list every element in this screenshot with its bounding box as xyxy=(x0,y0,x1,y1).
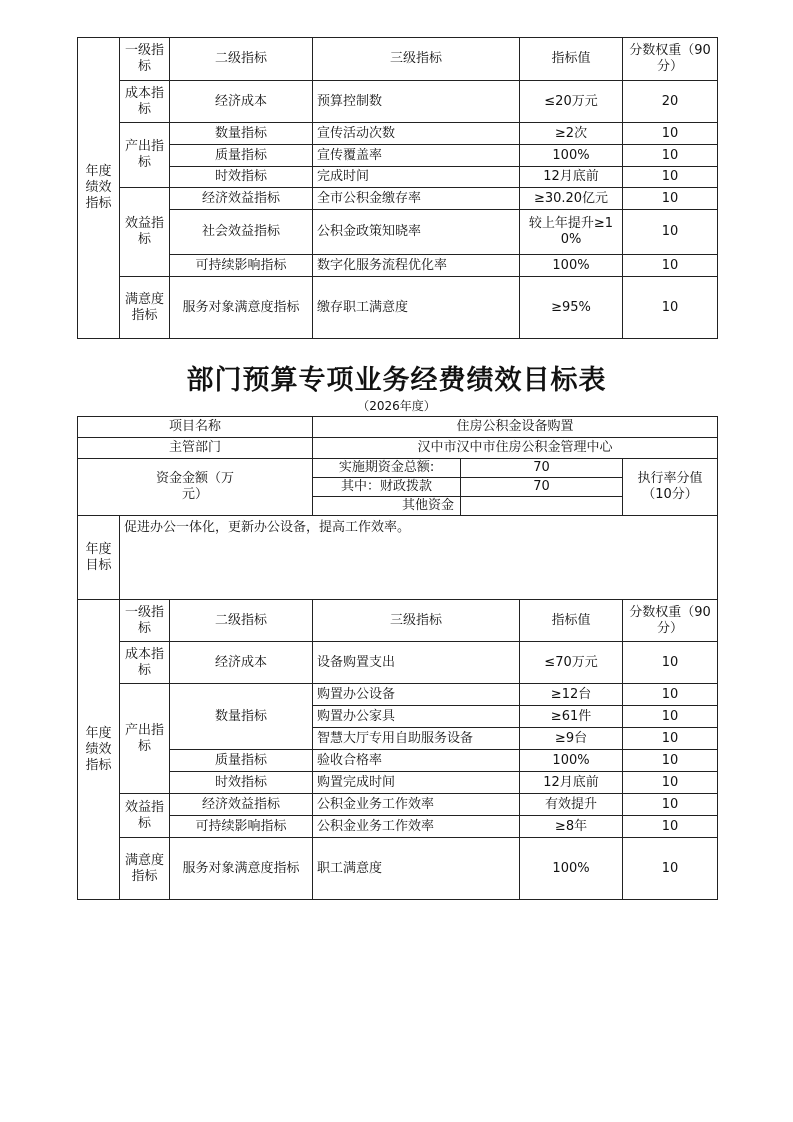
level1-header: 一级指标 xyxy=(120,600,170,642)
value-header: 指标值 xyxy=(520,38,623,81)
output-indicator: 产出指标 xyxy=(120,123,170,188)
table-cell: 公积金业务工作效率 xyxy=(313,794,520,816)
table-cell: 20 xyxy=(623,81,718,123)
project-name-label: 项目名称 xyxy=(78,417,313,438)
table-cell: 10 xyxy=(623,145,718,167)
table-cell: 经济效益指标 xyxy=(170,188,313,210)
table-cell: 宣传覆盖率 xyxy=(313,145,520,167)
benefit-indicator: 效益指标 xyxy=(120,794,170,838)
table-cell: 质量指标 xyxy=(170,750,313,772)
table-cell: 10 xyxy=(623,188,718,210)
table-cell: 经济效益指标 xyxy=(170,794,313,816)
page-title: 部门预算专项业务经费绩效目标表 xyxy=(186,365,607,396)
fund-amount-label: 资金金额（万元） xyxy=(78,459,313,516)
execution-rate-label: 执行率分值（10分） xyxy=(623,459,718,516)
dept-label: 主管部门 xyxy=(78,438,313,459)
performance-target-table xyxy=(77,416,718,900)
table-cell: 100% xyxy=(520,255,623,277)
table-cell: 可持续影响指标 xyxy=(170,255,313,277)
table-cell: 数量指标 xyxy=(170,684,313,750)
weight-header: 分数权重（90分） xyxy=(623,38,718,81)
table-cell: 12月底前 xyxy=(520,772,623,794)
table-cell: 公积金政策知晓率 xyxy=(313,210,520,255)
table-cell: ≥12台 xyxy=(520,684,623,706)
table-cell: 购置办公设备 xyxy=(313,684,520,706)
level3-header: 三级指标 xyxy=(313,38,520,81)
annual-goal-text: 促进办公一体化，更新办公设备，提高工作效率。 xyxy=(120,516,718,600)
yearly-indicator-label: 年度绩效指标 xyxy=(78,600,120,900)
table-cell: ≤70万元 xyxy=(520,642,623,684)
table-cell: 12月底前 xyxy=(520,167,623,188)
satisfaction-indicator: 满意度指标 xyxy=(120,838,170,900)
table-cell: 设备购置支出 xyxy=(313,642,520,684)
page-subtitle: （2026年度） xyxy=(357,399,436,413)
table-cell: 智慧大厅专用自助服务设备 xyxy=(313,728,520,750)
table-cell: 服务对象满意度指标 xyxy=(170,838,313,900)
table-cell: 质量指标 xyxy=(170,145,313,167)
table-cell: 有效提升 xyxy=(520,794,623,816)
benefit-indicator: 效益指标 xyxy=(120,188,170,277)
table-cell: 10 xyxy=(623,255,718,277)
table-cell: 经济成本 xyxy=(170,642,313,684)
table-cell: 时效指标 xyxy=(170,167,313,188)
table-cell: 公积金业务工作效率 xyxy=(313,816,520,838)
table-cell: 100% xyxy=(520,145,623,167)
table-cell: 宣传活动次数 xyxy=(313,123,520,145)
table-cell: 10 xyxy=(623,816,718,838)
table-cell: 数量指标 xyxy=(170,123,313,145)
table-cell: 购置办公家具 xyxy=(313,706,520,728)
table-cell: 10 xyxy=(623,277,718,339)
fund-other-value xyxy=(461,497,623,516)
table-cell: 数字化服务流程优化率 xyxy=(313,255,520,277)
table-cell: ≥8年 xyxy=(520,816,623,838)
annual-goal-label: 年度目标 xyxy=(78,516,120,600)
table-cell: 完成时间 xyxy=(313,167,520,188)
table-cell: 验收合格率 xyxy=(313,750,520,772)
yearly-indicator-label: 年度绩效指标 xyxy=(78,38,120,339)
level2-header: 二级指标 xyxy=(170,38,313,81)
value-header: 指标值 xyxy=(520,600,623,642)
table-cell: 经济成本 xyxy=(170,81,313,123)
table-cell: 10 xyxy=(623,706,718,728)
table-cell: 服务对象满意度指标 xyxy=(170,277,313,339)
fund-fin-label: 其中：财政拨款 xyxy=(313,478,461,497)
table-cell: ≥95% xyxy=(520,277,623,339)
weight-header: 分数权重（90分） xyxy=(623,600,718,642)
fund-total-label: 实施期资金总额: xyxy=(313,459,461,478)
satisfaction-indicator: 满意度指标 xyxy=(120,277,170,339)
table-cell: 10 xyxy=(623,838,718,900)
level3-header: 三级指标 xyxy=(313,600,520,642)
table-cell: ≥9台 xyxy=(520,728,623,750)
table-cell: 10 xyxy=(623,684,718,706)
table-cell: 10 xyxy=(623,728,718,750)
performance-table-continued xyxy=(77,37,718,339)
table-cell: 10 xyxy=(623,123,718,145)
cost-indicator: 成本指标 xyxy=(120,642,170,684)
table-cell: 10 xyxy=(623,794,718,816)
table-cell: ≥30.20亿元 xyxy=(520,188,623,210)
table-cell: ≤20万元 xyxy=(520,81,623,123)
table-cell: 职工满意度 xyxy=(313,838,520,900)
table-cell: 预算控制数 xyxy=(313,81,520,123)
fund-fin-value: 70 xyxy=(461,478,623,497)
table-cell: 10 xyxy=(623,642,718,684)
table-cell: ≥61件 xyxy=(520,706,623,728)
table-cell: 较上年提升≥10% xyxy=(520,210,623,255)
fund-other-label: 其他资金 xyxy=(313,497,461,516)
table-cell: 10 xyxy=(623,210,718,255)
table-cell: 可持续影响指标 xyxy=(170,816,313,838)
table-cell: 10 xyxy=(623,167,718,188)
cost-indicator: 成本指标 xyxy=(120,81,170,123)
fund-total-value: 70 xyxy=(461,459,623,478)
table-cell: 100% xyxy=(520,750,623,772)
level2-header: 二级指标 xyxy=(170,600,313,642)
output-indicator: 产出指标 xyxy=(120,684,170,794)
dept-value: 汉中市汉中市住房公积金管理中心 xyxy=(313,438,718,459)
table-cell: 全市公积金缴存率 xyxy=(313,188,520,210)
table-cell: ≥2次 xyxy=(520,123,623,145)
table-cell: 100% xyxy=(520,838,623,900)
table-cell: 10 xyxy=(623,750,718,772)
table-cell: 时效指标 xyxy=(170,772,313,794)
table-cell: 购置完成时间 xyxy=(313,772,520,794)
project-name-value: 住房公积金设备购置 xyxy=(313,417,718,438)
table-cell: 10 xyxy=(623,772,718,794)
table-cell: 社会效益指标 xyxy=(170,210,313,255)
table-cell: 缴存职工满意度 xyxy=(313,277,520,339)
level1-header: 一级指标 xyxy=(120,38,170,81)
